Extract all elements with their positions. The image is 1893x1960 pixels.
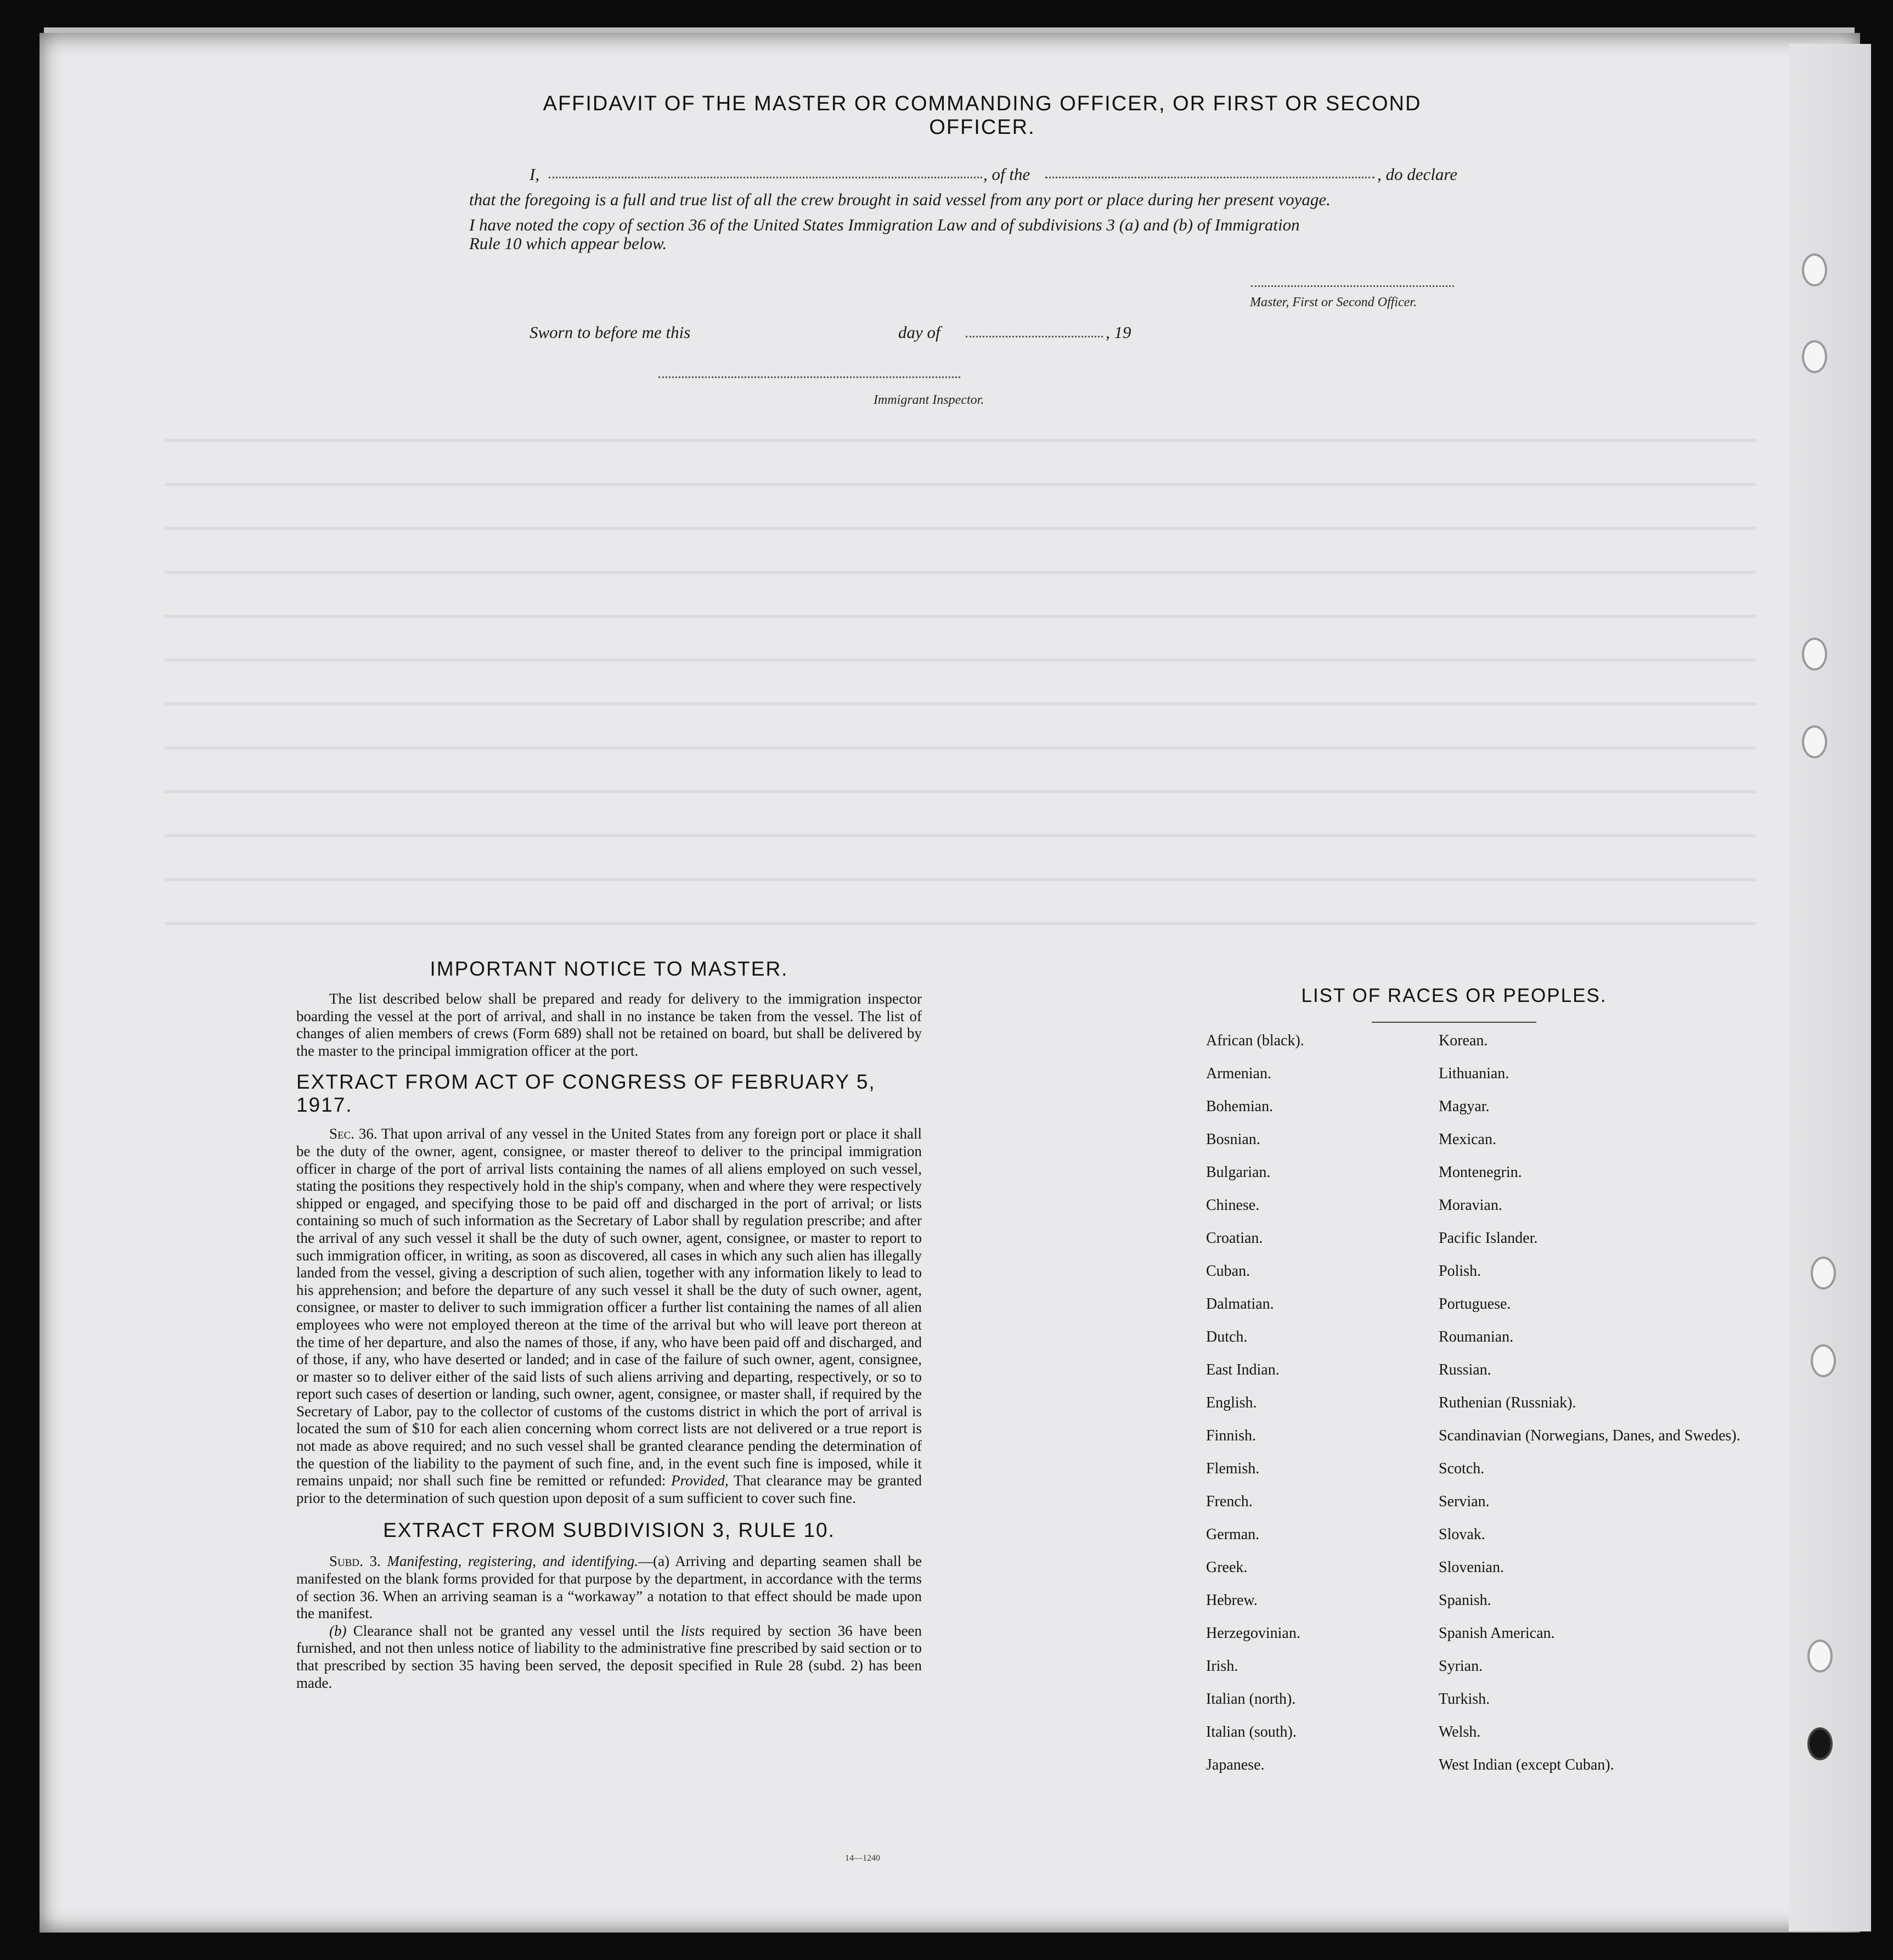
bleed-through-row <box>165 527 1756 530</box>
race-item: Turkish. <box>1439 1691 1490 1708</box>
master-signature-label: Master, First or Second Officer. <box>1250 295 1417 309</box>
form-number: 14—1240 <box>845 1854 880 1863</box>
race-item: African (black). <box>1206 1032 1304 1049</box>
race-item: Japanese. <box>1206 1756 1265 1773</box>
section-36-text: That upon arrival of any vessel in the United States from any foreign port or place it shall be the duty of the owner, agent, consignee, or master thereof to deliver to the principal immigration officer in charge of the port of arrival lists containing the names of all aliens employed on such vessel, stating the positions they respectively hold in the ship's company, when and where they were respectively shipped or engaged, and specifying those to be paid off and discharged in the port of arrival; or lists containing so much of such information as the Secretary of Labor shall by regulation prescribe; and after the arrival of any such vessel it shall be the duty of such owner, agent, consignee, or master to report to such immigration officer, in writing, as soon as discovered, all cases in which any such alien has illegally landed from the vessel, giving a description of such alien, together with any information likely to lead to his apprehension; and before the departure of any such vessel it shall be the duty of such owner, agent, consignee, or master to deliver to such immigration officer a further list containing the names of all alien employees who were not employed thereon at the time of the arrival but who will leave port thereon at the time of her departure, and also the names of those, if any, who have been paid off and discharged, and of those, if any, who have deserted or landed; and in case of the failure of such owner, agent, consignee, or master so to deliver either of the said lists of such aliens arriving and departing, respectively, or so to report such cases of desertion or landing, such owner, agent, consignee, or master shall, if required by the Secretary of Labor, pay to the collector of customs of the customs district in which the port of arrival is located the sum of $10 for each alien concerning whom correct lists are not delivered or a true report is not made as above required; and no such vessel shall be granted clearance pending the determination of the question of the liability to the payment of such fine, and, in the event such fine is imposed, while it remains unpaid; nor shall such fine be remitted or refunded: <box>296 1125 922 1489</box>
race-item: Slovenian. <box>1439 1559 1504 1576</box>
sworn-day-of: day of <box>898 323 940 342</box>
punch-hole <box>1807 1640 1833 1672</box>
race-item: French. <box>1206 1493 1253 1510</box>
bleed-through-row <box>165 658 1756 662</box>
sworn-text: Sworn to before me this <box>529 323 691 342</box>
para-b-label: (b) <box>329 1622 347 1639</box>
races-title-rule <box>1372 1022 1536 1023</box>
bleed-through-row <box>165 746 1756 750</box>
punch-hole <box>1807 1727 1833 1760</box>
rule-para-a <box>296 1553 922 1622</box>
notice-heading: IMPORTANT NOTICE TO MASTER. <box>430 958 788 980</box>
para-a-text: —(a) Arriving and departing seamen shall be manifested on the blank forms provided for that purpose by the department, in accordance with the terms of section 36. When an arriving seaman is a “workaway” a notation to that effect should be made upon the manifest. <box>296 1553 922 1622</box>
subdivision-title: Manifesting, registering, and identifying. <box>387 1553 639 1570</box>
race-item: Montenegrin. <box>1439 1164 1522 1181</box>
bleed-through-row <box>165 922 1756 925</box>
affidavit-line-2: that the foregoing is a full and true list of all the crew brought in said vessel from any port or place during her present voyage. <box>469 190 1331 209</box>
sworn-month-line[interactable] <box>966 336 1103 337</box>
bleed-through-row <box>165 483 1756 486</box>
rule-para-b <box>296 1623 922 1692</box>
inspector-signature-label: Immigrant Inspector. <box>874 393 984 407</box>
race-item: Magyar. <box>1439 1098 1490 1115</box>
sworn-year: , 19 <box>1106 323 1131 342</box>
race-item: Portuguese. <box>1439 1296 1511 1313</box>
race-item: Finnish. <box>1206 1427 1257 1444</box>
race-item: Armenian. <box>1206 1065 1271 1082</box>
proviso-text: That clearance may be granted prior to the determination of such question upon deposit of a sum sufficient to cover such fine. <box>296 1472 922 1506</box>
bleed-through-row <box>165 790 1756 793</box>
bleed-through-row <box>165 702 1756 706</box>
race-item: Chinese. <box>1206 1197 1260 1214</box>
race-item: Polish. <box>1439 1263 1481 1280</box>
race-item: Lithuanian. <box>1439 1065 1509 1082</box>
race-item: Ruthenian (Russniak). <box>1439 1394 1576 1411</box>
act-extract-body <box>296 1125 922 1507</box>
declarant-name-line[interactable] <box>549 177 982 178</box>
subdivision-label: Subd. 3. <box>329 1553 381 1570</box>
race-item: Syrian. <box>1439 1658 1483 1675</box>
race-item: Dalmatian. <box>1206 1296 1274 1313</box>
race-item: Mexican. <box>1439 1131 1496 1148</box>
punch-hole <box>1811 1257 1836 1289</box>
affidavit-line-1-end: , do declare <box>1377 165 1458 184</box>
races-title: LIST OF RACES OR PEOPLES. <box>1301 985 1607 1006</box>
races-right-column <box>1439 1032 1740 1789</box>
race-item: Irish. <box>1206 1658 1238 1675</box>
race-item: Russian. <box>1439 1361 1491 1378</box>
affidavit-line-1-mid: , of the <box>983 165 1030 184</box>
punch-hole <box>1802 638 1827 671</box>
race-item: Greek. <box>1206 1559 1248 1576</box>
race-item: Spanish American. <box>1439 1625 1555 1642</box>
punch-hole <box>1802 340 1827 373</box>
punch-hole <box>1802 725 1827 758</box>
vessel-name-line[interactable] <box>1045 177 1374 178</box>
race-item: West Indian (except Cuban). <box>1439 1756 1614 1773</box>
section-label: Sec. 36. <box>329 1125 378 1142</box>
para-b-text-2: required by section 36 have been furnished, and not then unless notice of liability to the administrative fine prescribed by said section or to that prescribed by section 35 having been served, the deposit specified in Rule 28 (subd. 2) has been made. <box>296 1622 922 1691</box>
punch-hole <box>1802 254 1827 286</box>
bleed-through-row <box>165 571 1756 574</box>
para-b-lists: lists <box>680 1622 705 1639</box>
master-signature-line[interactable] <box>1251 285 1454 287</box>
bleed-through-row <box>165 439 1756 442</box>
para-b-text-1: Clearance shall not be granted any vessel until the <box>353 1622 674 1639</box>
race-item: Cuban. <box>1206 1263 1250 1280</box>
race-item: Welsh. <box>1439 1724 1481 1741</box>
bleed-through-row <box>165 615 1756 618</box>
notice-body: The list described below shall be prepared and ready for delivery to the immigration inspector boarding the vessel at the port of arrival, and shall in no instance be taken from the vessel. The list of changes of alien members of crews (Form 689) shall not be retained on board, but shall be delivered by the master to the principal immigration officer at the port. <box>296 990 922 1059</box>
race-item: Korean. <box>1439 1032 1488 1049</box>
regulations-column <box>296 958 922 1692</box>
race-item: Italian (north). <box>1206 1691 1296 1708</box>
race-item: English. <box>1206 1394 1257 1411</box>
race-item: Scotch. <box>1439 1460 1485 1477</box>
race-item: East Indian. <box>1206 1361 1280 1378</box>
rule-extract-heading: EXTRACT FROM SUBDIVISION 3, RULE 10. <box>383 1519 835 1542</box>
race-item: Pacific Islander. <box>1439 1230 1538 1247</box>
race-item: Moravian. <box>1439 1197 1502 1214</box>
race-item: Hebrew. <box>1206 1592 1258 1609</box>
race-item: German. <box>1206 1526 1260 1543</box>
affidavit-title: AFFIDAVIT OF THE MASTER OR COMMANDING OFFICER, OR FIRST OR SECOND OFFICER. <box>543 92 1422 139</box>
race-item: Bosnian. <box>1206 1131 1260 1148</box>
race-item: Spanish. <box>1439 1592 1491 1609</box>
bleed-through-row <box>165 834 1756 837</box>
race-item: Italian (south). <box>1206 1724 1297 1741</box>
race-item: Flemish. <box>1206 1460 1260 1477</box>
affidavit-line-3: I have noted the copy of section 36 of the United States Immigration Law and of subdivisions 3 (a) and (b) of Immigration <box>469 215 1300 234</box>
race-item: Croatian. <box>1206 1230 1263 1247</box>
race-item: Scandinavian (Norwegians, Danes, and Swedes). <box>1439 1427 1740 1444</box>
race-item: Servian. <box>1439 1493 1490 1510</box>
bleed-through-row <box>165 878 1756 881</box>
inspector-signature-line[interactable] <box>658 376 960 378</box>
race-item: Bulgarian. <box>1206 1164 1271 1181</box>
race-item: Slovak. <box>1439 1526 1485 1543</box>
punch-hole <box>1811 1344 1836 1377</box>
affidavit-line-4: Rule 10 which appear below. <box>469 234 667 253</box>
affidavit-line-1-start: I, <box>529 165 540 184</box>
proviso-label: Provided, <box>671 1472 729 1489</box>
race-item: Herzegovinian. <box>1206 1625 1300 1642</box>
race-item: Bohemian. <box>1206 1098 1274 1115</box>
race-item: Dutch. <box>1206 1328 1248 1345</box>
races-left-column <box>1206 1032 1304 1789</box>
race-item: Roumanian. <box>1439 1328 1514 1345</box>
act-extract-heading: EXTRACT FROM ACT OF CONGRESS OF FEBRUARY 5, 1917. <box>296 1071 876 1117</box>
